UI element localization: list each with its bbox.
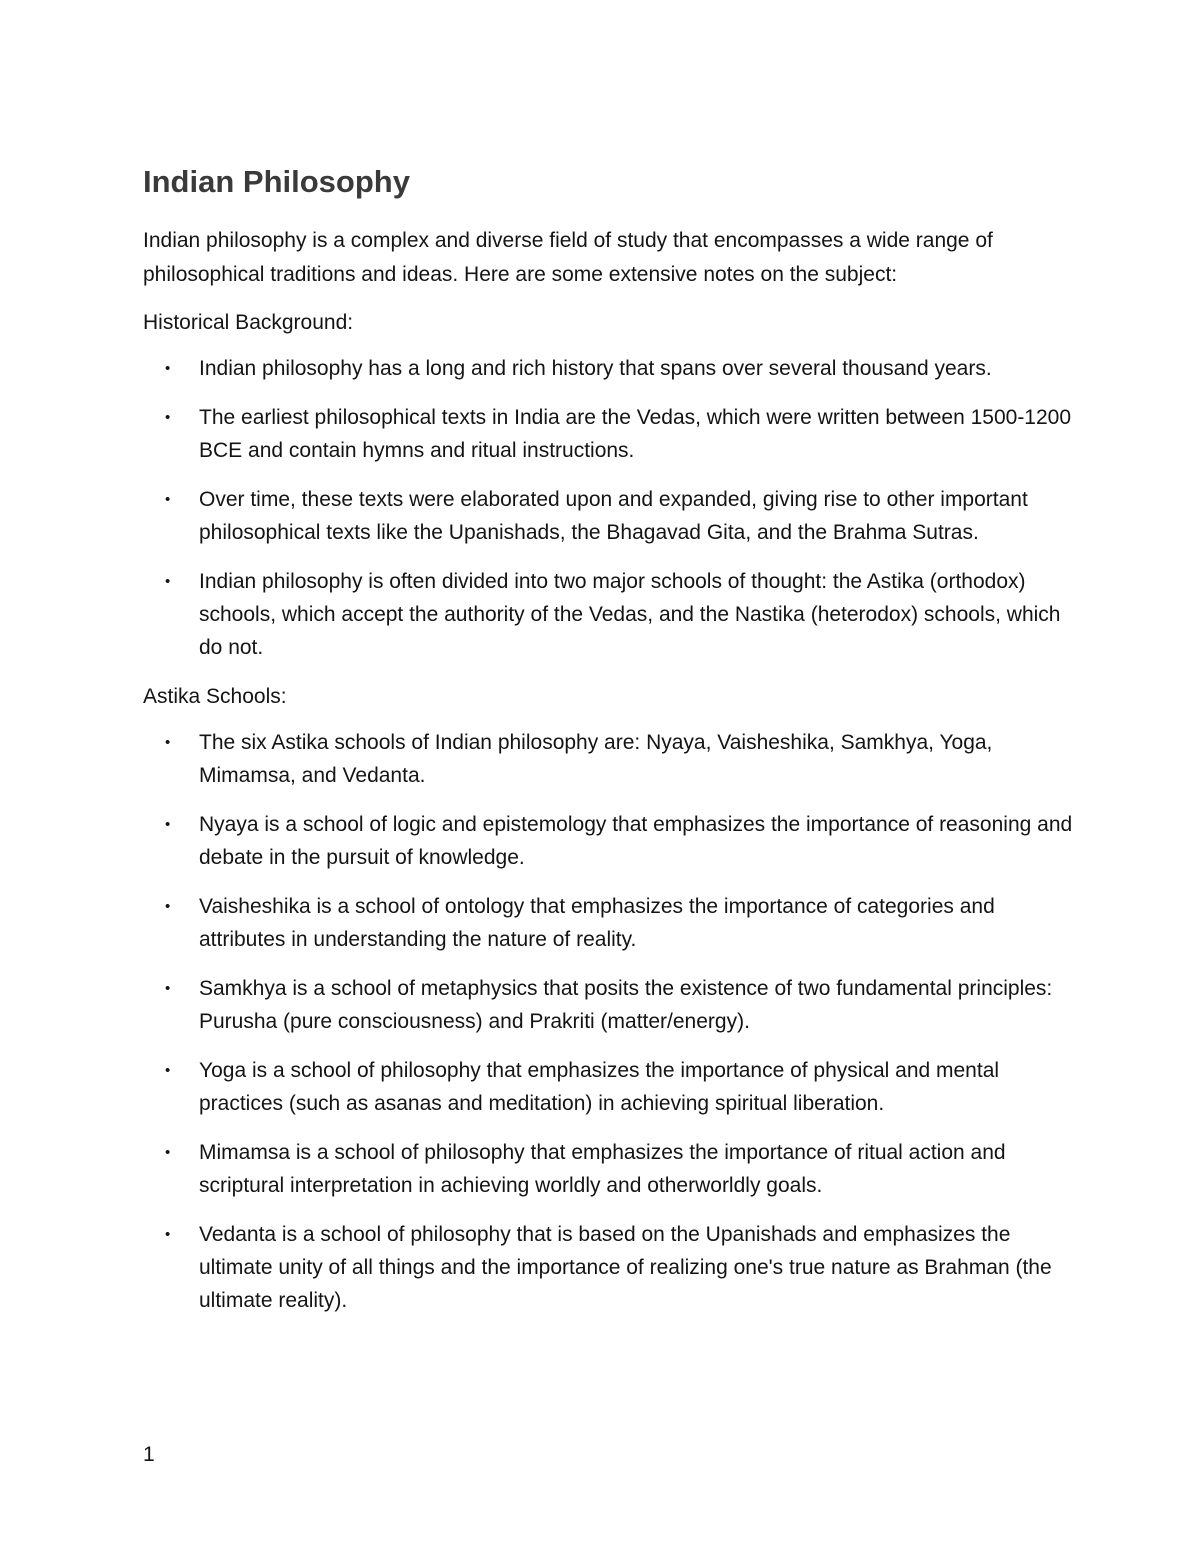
list-item [143,483,1073,549]
page-number: 1 [143,1443,155,1466]
document-page [143,160,1073,1333]
list-item-text: Yoga is a school of philosophy that emphasizes the importance of physical and mental practices (such as asanas and meditation) in achieving spiritual liberation. [199,1059,1000,1115]
bullet-icon: • [165,980,171,997]
list-item-text: Nyaya is a school of logic and epistemology that emphasizes the importance of reasoning and debate in the pursuit of knowledge. [199,813,1073,869]
bullet-list [143,726,1073,1317]
bullet-icon: • [165,409,171,426]
list-item [143,726,1073,792]
list-item-text: Vedanta is a school of philosophy that is based on the Upanishads and emphasizes the ultimate unity of all things and the importance of realizing one's true nature as Brahman (the ultimate reality). [199,1223,1052,1312]
list-item-text: Vaisheshika is a school of ontology that emphasizes the importance of categories and attributes in understanding the nature of reality. [199,895,995,951]
list-item [143,565,1073,664]
bullet-list [143,352,1073,664]
list-item [143,1218,1073,1317]
bullet-icon: • [165,573,171,590]
list-item [143,1054,1073,1120]
list-item-text: Indian philosophy has a long and rich history that spans over several thousand years. [199,357,992,380]
section-astika-schools [143,680,1073,1317]
list-item-text: Over time, these texts were elaborated upon and expanded, giving rise to other important philosophical texts like the Upanishads, the Bhagavad Gita, and the Brahma Sutras. [199,488,1028,544]
bullet-icon: • [165,734,171,751]
list-item-text: Samkhya is a school of metaphysics that posits the existence of two fundamental principles: Purusha (pure consciousness) and Prakriti (matter/energy). [199,977,1053,1033]
section-heading: Historical Background: [143,311,354,334]
section-heading: Astika Schools: [143,685,287,708]
list-item [143,972,1073,1038]
list-item [143,890,1073,956]
bullet-icon: • [165,1062,171,1079]
bullet-icon: • [165,360,171,377]
bullet-icon: • [165,1226,171,1243]
list-item-text: The earliest philosophical texts in India are the Vedas, which were written between 1500-1200 BCE and contain hymns and ritual instructions. [199,406,1072,462]
list-item-text: The six Astika schools of Indian philosophy are: Nyaya, Vaisheshika, Samkhya, Yoga, Mimamsa, and Vedanta. [199,731,993,787]
list-item [143,808,1073,874]
list-item [143,352,1073,385]
bullet-icon: • [165,816,171,833]
list-item-text: Mimamsa is a school of philosophy that emphasizes the importance of ritual action and scriptural interpretation in achieving worldly and otherworldly goals. [199,1141,1006,1197]
intro-paragraph: Indian philosophy is a complex and diverse field of study that encompasses a wide range of philosophical traditions and ideas. Here are some extensive notes on the subject: [143,229,993,286]
document-title: Indian Philosophy [143,164,410,199]
section-historical-background [143,306,1073,664]
bullet-icon: • [165,1144,171,1161]
list-item [143,1136,1073,1202]
list-item-text: Indian philosophy is often divided into two major schools of thought: the Astika (orthodox) schools, which accept the authority of the Vedas, and the Nastika (heterodox) schools, which do not. [199,570,1061,659]
list-item [143,401,1073,467]
bullet-icon: • [165,898,171,915]
bullet-icon: • [165,491,171,508]
